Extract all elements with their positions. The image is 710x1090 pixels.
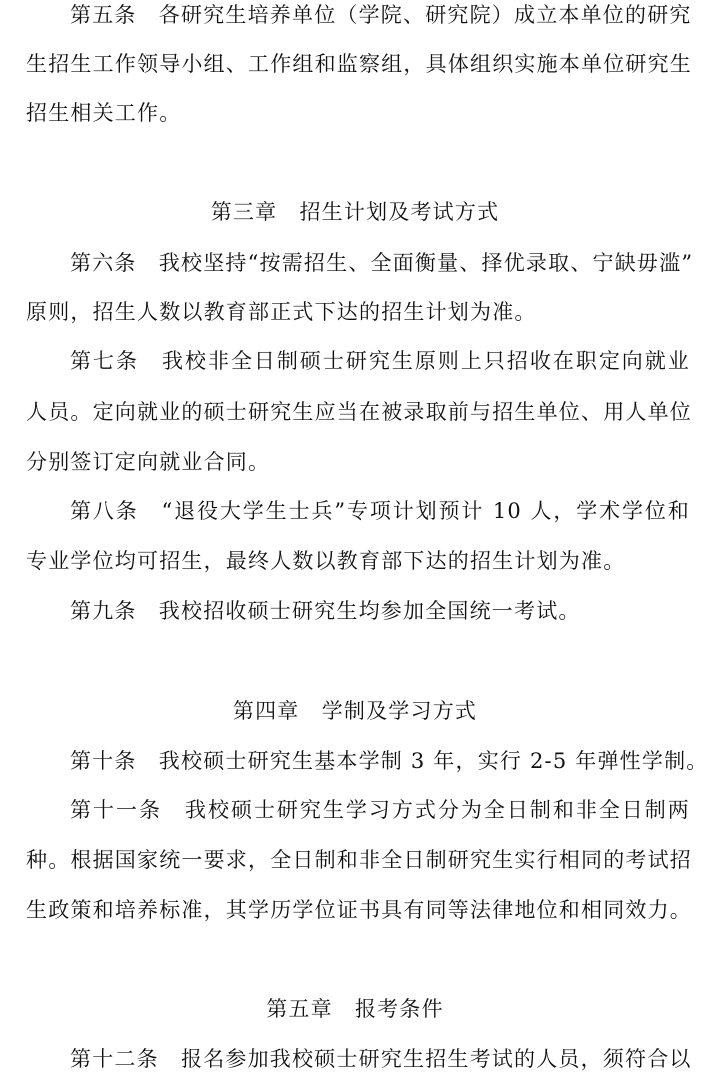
article-7-line-1: 第七条 我校非全日制硕士研究生原则上只招收在职定向就业 [70,349,690,373]
article-7-line-2: 人员。定向就业的硕士研究生应当在被录取前与招生单位、用人单位 [26,400,692,424]
article-6-line-2: 原则，招生人数以教育部正式下达的招生计划为准。 [26,300,537,324]
article-6-line-1: 第六条 我校坚持“按需招生、全面衡量、择优录取、宁缺毋滥” [70,251,694,275]
article-8-line-2: 专业学位均可招生，最终人数以教育部下达的招生计划为准。 [26,549,626,573]
chapter-3-heading: 第三章 招生计划及考试方式 [210,200,500,224]
article-12-line-1: 第十二条 报名参加我校硕士研究生招生考试的人员，须符合以 [70,1047,692,1071]
article-11-line-3: 生政策和培养标准，其学历学位证书具有同等法律地位和相同效力。 [26,898,692,922]
article-10-line-1: 第十条 我校硕士研究生基本学制 3 年，实行 2-5 年弹性学制。 [70,749,709,773]
article-9-line-1: 第九条 我校招收硕士研究生均参加全国统一考试。 [70,599,581,623]
article-5-line-2: 生招生工作领导小组、工作组和监察组，具体组织实施本单位研究生 [26,52,692,76]
chapter-5-heading: 第五章 报考条件 [266,997,444,1021]
article-11-line-2: 种。根据国家统一要求，全日制和非全日制研究生实行相同的考试招 [26,848,692,872]
article-8-line-1: 第八条 “退役大学生士兵”专项计划预计 10 人，学术学位和 [70,499,690,523]
chapter-4-heading: 第四章 学制及学习方式 [232,699,478,723]
article-5-line-3: 招生相关工作。 [26,101,182,125]
article-7-line-3: 分别签订定向就业合同。 [26,450,271,474]
article-5-line-1: 第五条 各研究生培养单位（学院、研究院）成立本单位的研究 [70,3,692,27]
article-11-line-1: 第十一条 我校硕士研究生学习方式分为全日制和非全日制两 [70,798,690,822]
